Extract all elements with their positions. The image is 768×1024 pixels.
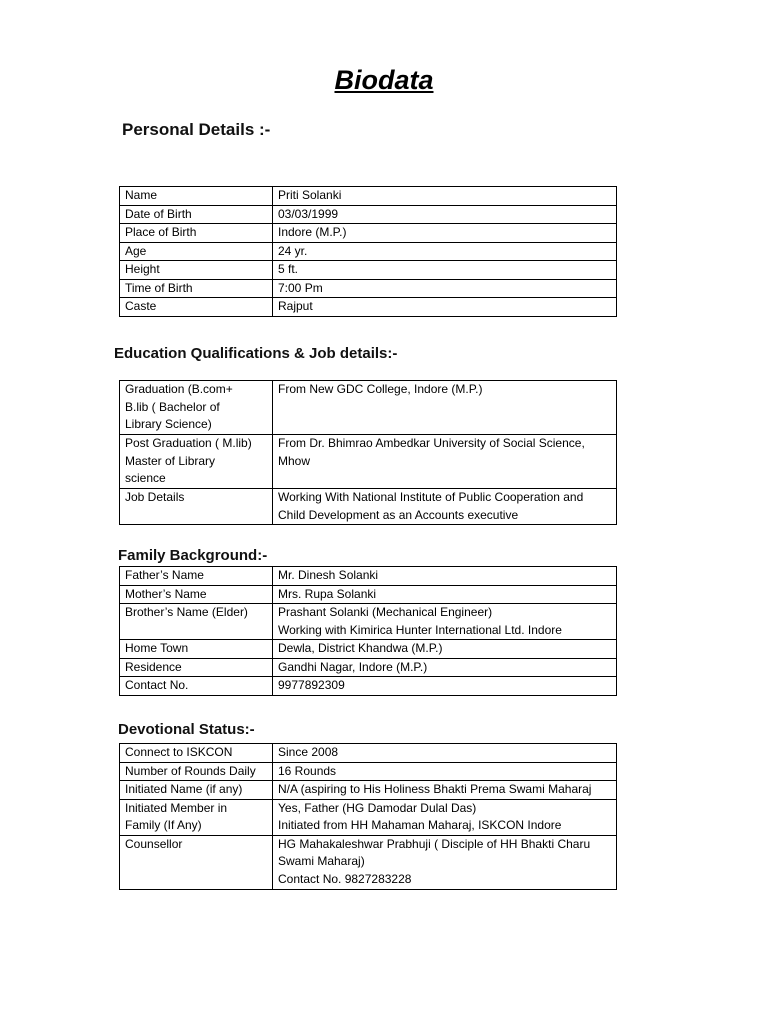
family-row	[120, 677, 617, 696]
family-row-value-line: Working with Kimirica Hunter International Ltd. Indore	[278, 622, 562, 637]
education-row-value-line: Child Development as an Accounts executive	[278, 507, 519, 522]
devotional-row	[120, 781, 617, 800]
personal-row	[120, 298, 617, 317]
devotional-row	[120, 744, 617, 763]
devotional-row-label-line: Number of Rounds Daily	[125, 763, 256, 778]
family-row	[120, 585, 617, 604]
education-row-label-line: Library Science)	[125, 417, 212, 431]
family-row-label	[120, 567, 273, 586]
devotional-row-label-line: Initiated Name (if any)	[125, 782, 243, 796]
devotional-row-value-line: Swami Maharaj)	[278, 854, 365, 868]
personal-row-value: Indore (M.P.)	[273, 224, 617, 243]
family-row-label	[120, 658, 273, 677]
devotional-status-table	[119, 743, 617, 890]
family-row-label	[120, 677, 273, 696]
devotional-row-value-line: HG Mahakaleshwar Prabhuji ( Disciple of HH Bhakti Charu	[278, 836, 591, 851]
devotional-row-label	[120, 799, 273, 835]
education-row-label	[120, 489, 273, 525]
personal-row-value: 7:00 Pm	[273, 279, 617, 298]
family-row-label	[120, 604, 273, 640]
devotional-row-value	[273, 835, 617, 889]
family-row-label-line: Residence	[125, 659, 182, 674]
personal-row	[120, 242, 617, 261]
family-row	[120, 640, 617, 659]
family-row	[120, 658, 617, 677]
education-row-value-line: Working With National Institute of Public Cooperation and	[278, 490, 584, 504]
family-row-label-line: Father’s Name	[125, 568, 204, 582]
family-row-label	[120, 640, 273, 659]
devotional-row-value	[273, 762, 617, 781]
personal-details-table	[119, 186, 617, 317]
education-row-label	[120, 381, 273, 435]
education-row-value-line: Mhow	[278, 453, 311, 468]
devotional-row-value-line: Yes, Father (HG Damodar Dulal Das)	[278, 800, 477, 815]
devotional-row-label-line: Initiated Member in	[125, 800, 228, 815]
education-row-label-line: B.lib ( Bachelor of	[125, 399, 220, 414]
family-row-value	[273, 640, 617, 659]
personal-row-label: Age	[120, 242, 273, 261]
family-row-value-line: Mr. Dinesh Solanki	[278, 568, 379, 582]
devotional-row-label	[120, 835, 273, 889]
devotional-row-value	[273, 799, 617, 835]
family-row-value-line: Gandhi Nagar, Indore (M.P.)	[278, 659, 428, 674]
family-background-table	[119, 566, 617, 696]
education-row-label-line: science	[125, 471, 166, 485]
education-table	[119, 380, 617, 525]
personal-row-value: 24 yr.	[273, 242, 617, 261]
education-row-label-line: Job Details	[125, 490, 185, 504]
education-row-value-line: From Dr. Bhimrao Ambedkar University of Social Science,	[278, 436, 585, 450]
family-row-value	[273, 677, 617, 696]
family-row-value	[273, 585, 617, 604]
education-row-label-line: Graduation (B.com+	[125, 382, 233, 396]
family-row-value-line: Mrs. Rupa Solanki	[278, 586, 377, 601]
personal-row-value: Priti Solanki	[273, 187, 617, 206]
education-heading: Education Qualifications & Job details:-	[114, 345, 398, 362]
education-row	[120, 489, 617, 525]
devotional-row	[120, 799, 617, 835]
devotional-row-label	[120, 762, 273, 781]
family-row-value-line: 9977892309	[278, 678, 345, 692]
education-row-label-line: Post Graduation ( M.lib)	[125, 436, 252, 450]
devotional-row	[120, 835, 617, 889]
devotional-row-label-line: Connect to ISKCON	[125, 745, 233, 759]
education-row-value	[273, 435, 617, 489]
family-row-label-line: Home Town	[125, 641, 189, 655]
devotional-status-heading: Devotional Status:-	[118, 721, 255, 738]
family-row-value-line: Prashant Solanki (Mechanical Engineer)	[278, 605, 493, 619]
devotional-row-label-line: Counsellor	[125, 836, 183, 851]
personal-row-label: Height	[120, 261, 273, 280]
personal-row-label: Date of Birth	[120, 205, 273, 224]
devotional-row-label	[120, 781, 273, 800]
personal-row-value: Rajput	[273, 298, 617, 317]
personal-row-value: 5 ft.	[273, 261, 617, 280]
devotional-row-value	[273, 781, 617, 800]
personal-row-label: Name	[120, 187, 273, 206]
personal-row-value: 03/03/1999	[273, 205, 617, 224]
personal-row-label: Place of Birth	[120, 224, 273, 243]
personal-row	[120, 261, 617, 280]
family-row	[120, 604, 617, 640]
personal-row	[120, 187, 617, 206]
education-row	[120, 435, 617, 489]
education-row-value-line: From New GDC College, Indore (M.P.)	[278, 382, 483, 396]
family-row-label-line: Brother’s Name (Elder)	[125, 605, 248, 619]
education-row	[120, 381, 617, 435]
devotional-row-value-line: 16 Rounds	[278, 763, 337, 778]
personal-details-heading: Personal Details :-	[122, 120, 271, 139]
family-row-value	[273, 604, 617, 640]
education-row-label-line: Master of Library	[125, 453, 216, 468]
devotional-row-label-line: Family (If Any)	[125, 818, 202, 832]
family-row-value-line: Dewla, District Khandwa (M.P.)	[278, 641, 443, 655]
education-row-label	[120, 435, 273, 489]
personal-row-label: Caste	[120, 298, 273, 317]
family-row	[120, 567, 617, 586]
page-title: Biodata	[334, 65, 434, 95]
family-row-label-line: Mother’s Name	[125, 586, 207, 601]
personal-row-label: Time of Birth	[120, 279, 273, 298]
personal-row	[120, 205, 617, 224]
devotional-row-value	[273, 744, 617, 763]
personal-row	[120, 224, 617, 243]
devotional-row-label	[120, 744, 273, 763]
devotional-row	[120, 762, 617, 781]
family-background-heading: Family Background:-	[118, 547, 268, 564]
education-row-value	[273, 381, 617, 435]
family-row-label	[120, 585, 273, 604]
devotional-row-value-line: Initiated from HH Mahaman Maharaj, ISKCON Indore	[278, 818, 562, 832]
family-row-value	[273, 567, 617, 586]
devotional-row-value-line: N/A (aspiring to His Holiness Bhakti Prema Swami Maharaj	[278, 782, 592, 796]
education-row-value	[273, 489, 617, 525]
family-row-value	[273, 658, 617, 677]
family-row-label-line: Contact No.	[125, 678, 189, 692]
personal-row	[120, 279, 617, 298]
devotional-row-value-line: Contact No. 9827283228	[278, 871, 412, 886]
devotional-row-value-line: Since 2008	[278, 745, 339, 759]
